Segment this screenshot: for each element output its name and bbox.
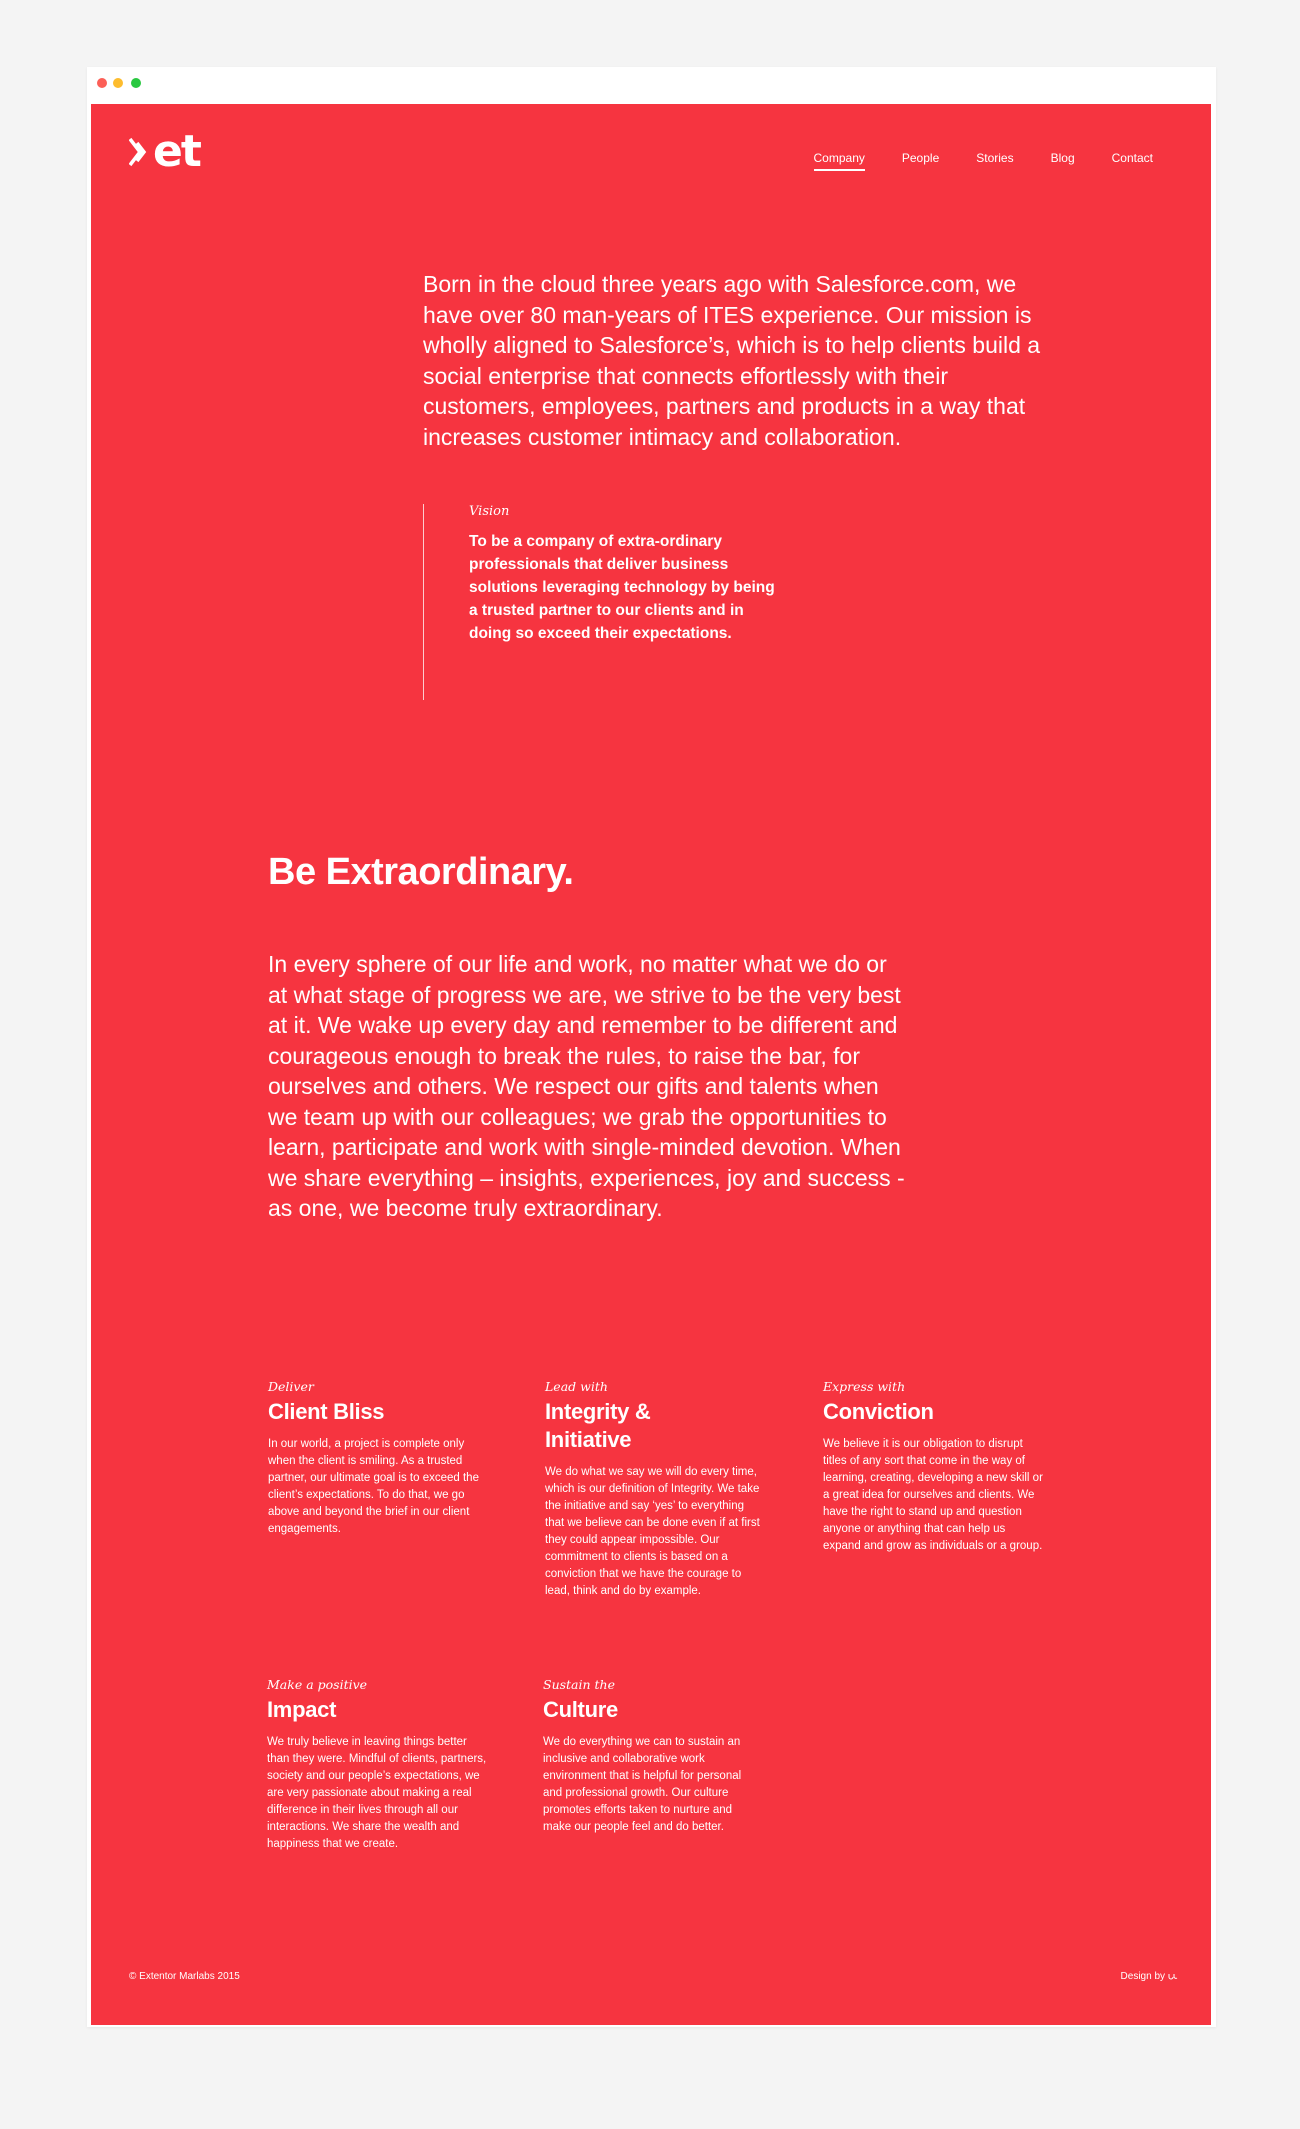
footer-copyright: © Extentor Marlabs 2015: [129, 1971, 240, 1982]
nav-stories[interactable]: Stories: [976, 151, 1014, 165]
nav-company[interactable]: Company: [814, 151, 865, 171]
browser-window: [87, 67, 1216, 2027]
value-kicker: Sustain the: [543, 1677, 615, 1692]
value-body: In our world, a project is complete only when the client is smiling. As a trusted partner, our ultimate goal is to exceed the client’s expectations. To do that, we go above and beyond the brief in our client engagements.: [268, 1438, 479, 1535]
manifesto-paragraph: In every sphere of our life and work, no matter what we do or at what stage of progress we are, we strive to be the very best at it. We wake up every day and remember to be different and courageous enough to break the rules, to raise the bar, for ourselves and others. We respect our gifts and talents when we team up with our colleagues; we grab the opportunities to learn, participate and work with single-minded devotion. When we share everything – insights, experiences, joy and success - as one, we become truly extraordinary.: [268, 951, 905, 1221]
value-title: Culture: [543, 1697, 618, 1722]
footer-design-credit[interactable]: [1121, 1971, 1178, 1982]
design-credit-label: Design by: [1120, 1971, 1165, 1982]
maximize-window-button[interactable]: [131, 78, 141, 88]
logo-wordmark: et: [153, 126, 200, 177]
manifesto-headline: Be Extraordinary.: [268, 851, 574, 893]
page-content: [91, 104, 1211, 2025]
value-body: We do what we say we will do every time, which is our definition of Integrity. We take the initiative and say ‘yes’ to everything that we believe can be done even if at first they could appear impossible. Our commitment to clients is based on a conviction that we have the courage to lead, think and do by example.: [545, 1466, 760, 1597]
value-title: Impact: [267, 1697, 337, 1722]
intro-paragraph: Born in the cloud three years ago with Salesforce.com, we have over 80 man-years of ITES experience. Our mission is wholly aligned to Salesforce’s, which is to help clients build a social enterprise that connects effortlessly with their customers, employees, partners and products in a way that increases customer intimacy and collaboration.: [423, 271, 1041, 450]
vision-statement: To be a company of extra-ordinary professionals that deliver business solutions leveraging technology by being a trusted partner to our clients and in doing so exceed their expectations.: [469, 533, 775, 642]
value-body: We do everything we can to sustain an inclusive and collaborative work environment that is helpful for personal and professional growth. Our culture promotes efforts taken to nurture and make our people feel and do better.: [543, 1736, 742, 1833]
value-body: We believe it is our obligation to disrupt titles of any sort that come in the way of learning, creating, developing a new skill or a great idea for ourselves and clients. We have the right to stand up and question anyone or anything that can help us expand and grow as individuals or a group.: [823, 1438, 1043, 1552]
nav-blog[interactable]: Blog: [1050, 151, 1075, 165]
site-logo[interactable]: [129, 126, 219, 177]
value-integrity-initiative: [545, 1379, 765, 1600]
value-client-bliss: [268, 1379, 488, 1538]
main-navigation: [814, 151, 1153, 171]
nav-contact[interactable]: Contact: [1111, 151, 1153, 165]
window-titlebar: [87, 67, 1216, 104]
vision-block: [423, 504, 804, 700]
value-kicker: Make a positive: [267, 1677, 368, 1692]
value-title: Client Bliss: [268, 1399, 385, 1424]
value-kicker: Deliver: [268, 1379, 314, 1394]
minimize-window-button[interactable]: [113, 78, 123, 88]
double-chevron-icon: [129, 137, 151, 167]
value-title: Integrity & Initiative: [545, 1399, 651, 1452]
value-impact: [267, 1677, 487, 1853]
close-window-button[interactable]: [97, 78, 107, 88]
value-kicker: Express with: [823, 1379, 906, 1394]
value-title: Conviction: [823, 1399, 934, 1424]
nav-people[interactable]: People: [901, 151, 940, 165]
value-conviction: [823, 1379, 1043, 1555]
value-body: We truly believe in leaving things better than they were. Mindful of clients, partners, society and our people’s expectations, we are very passionate about making a real difference in their lives through all our interactions. We share the wealth and happiness that we create.: [267, 1736, 487, 1850]
vision-label: Vision: [469, 504, 510, 519]
value-culture: [543, 1677, 763, 1836]
designer-logo-icon: [1168, 1973, 1178, 1981]
value-kicker: Lead with: [545, 1379, 608, 1394]
